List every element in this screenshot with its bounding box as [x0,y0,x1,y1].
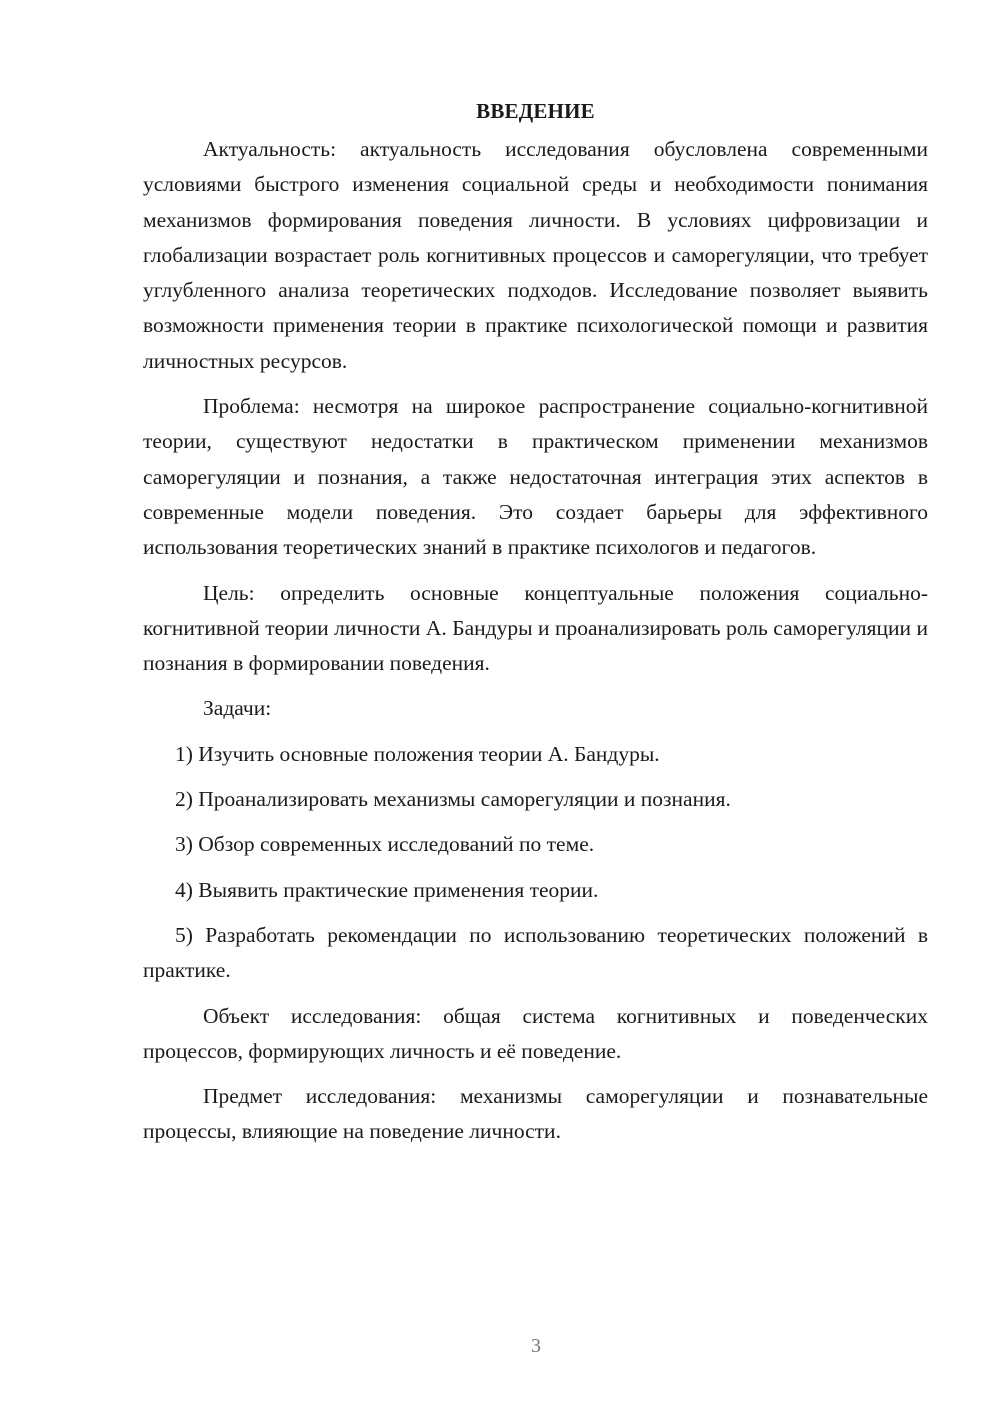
task-item: 5) Разработать рекомендации по использованию теоретических положений в практике. [143,922,928,983]
task-item: 1) Изучить основные положения теории А. Бандуры. [175,741,660,766]
tasks-list [143,737,928,989]
paragraph-problem: Проблема: несмотря на широкое распространение социально-когнитивной теории, существуют недостатки в практическом применении механизмов саморегуляции и познания, а также недостаточная интеграция этих аспектов в современные модели поведения. Это создает барьеры для эффективного использования теоретических знаний в практике психологов и педагогов. [143,394,928,560]
page-number: 3 [531,1335,541,1357]
paragraph-subject: Предмет исследования: механизмы саморегуляции и познавательные процессы, влияющие на поведение личности. [143,1084,928,1144]
paragraph-goal: Цель: определить основные концептуальные положения социально-когнитивной теории личности А. Бандуры и проанализировать роль саморегуляции и познания в формировании поведения. [143,580,928,676]
task-item: 3) Обзор современных исследований по теме. [175,832,595,857]
document-body [143,96,928,1160]
section-title: ВВЕДЕНИЕ [476,99,595,123]
paragraph-relevance: Актуальность: актуальность исследования обусловлена современными условиями быстрого изменения социальной среды и необходимости понимания механизмов формирования поведения личности. В условиях цифровизации и глобализации возрастает роль когнитивных процессов и саморегуляции, что требует углубленного анализа теоретических подходов. Исследование позволяет выявить возможности применения теории в практике психологической помощи и развития личностных ресурсов. [143,137,928,373]
paragraph-object: Объект исследования: общая система когнитивных и поведенческих процессов, формирующих личность и её поведение. [143,1003,928,1063]
task-item: 2) Проанализировать механизмы саморегуляции и познания. [175,787,731,812]
task-item: 4) Выявить практические применения теории. [175,877,599,902]
tasks-heading: Задачи: [203,696,272,721]
